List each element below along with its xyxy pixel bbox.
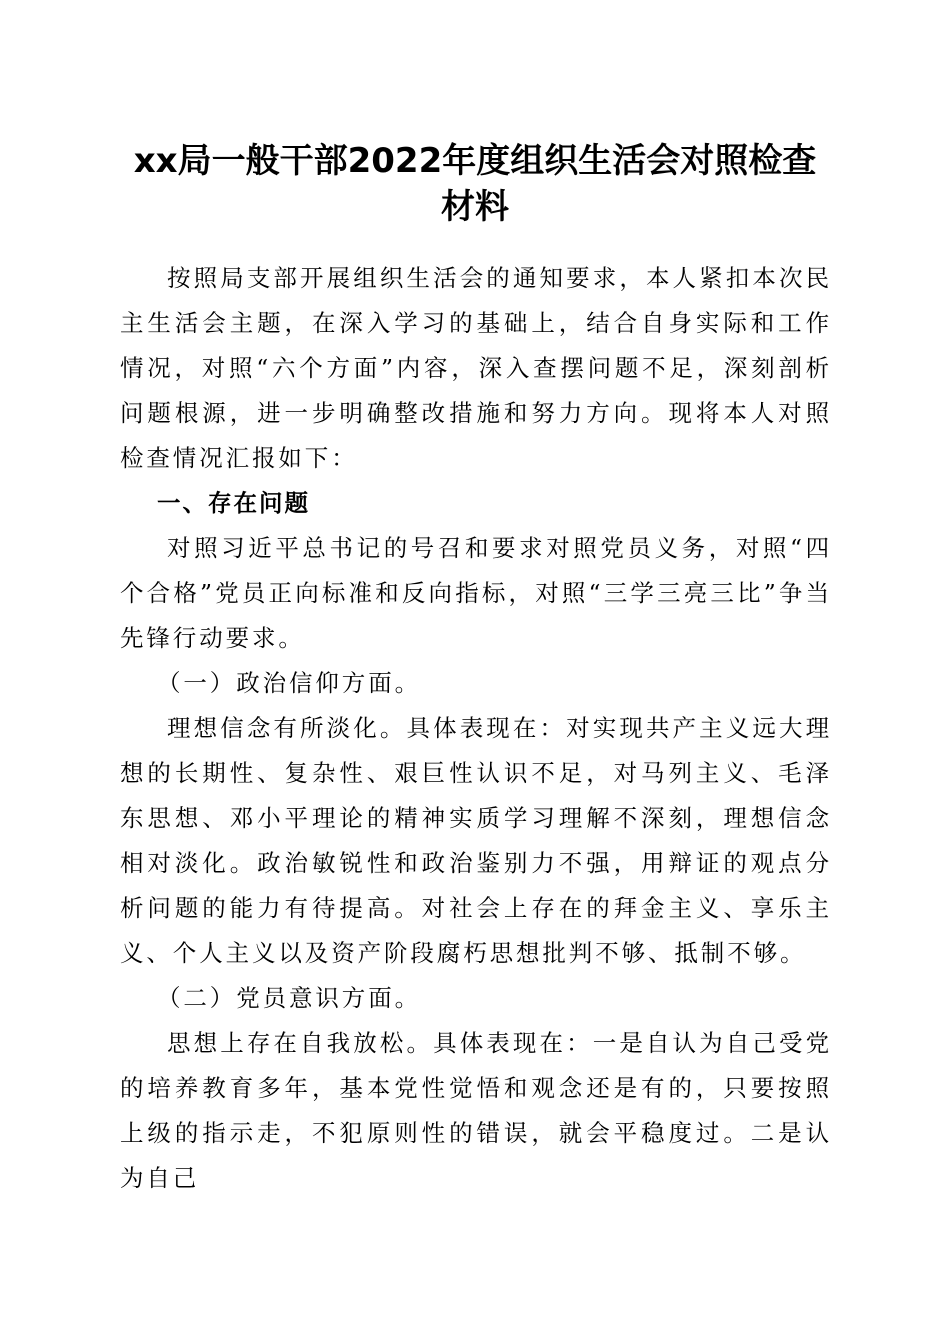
subheading-political-belief: （一）政治信仰方面。 [157,669,421,697]
document-title [110,138,840,230]
document-body [120,256,832,1201]
section-intro-paragraph: 对照习近平总书记的号召和要求对照党员义务，对照“四个合格”党员正向标准和反向指标，对照“三学三亮三比”争当先锋行动要求。 [120,534,832,652]
title-line-1: xx局一般干部2022年度组织生活会对照检查 [133,141,817,181]
subheading-party-awareness: （二）党员意识方面。 [157,984,421,1012]
party-awareness-paragraph: 思想上存在自我放松。具体表现在：一是自认为自己受党的培养教育多年，基本党性觉悟和观念还是有的，只要按照上级的指示走，不犯原则性的错误，就会平稳度过。二是认为自己 [120,1029,832,1192]
section-heading-problems: 一、存在问题 [157,489,310,517]
political-belief-paragraph: 理想信念有所淡化。具体表现在：对实现共产主义远大理想的长期性、复杂性、艰巨性认识不足，对马列主义、毛泽东思想、邓小平理论的精神实质学习理解不深刻，理想信念相对淡化。政治敏锐性和政治鉴别力不强，用辩证的观点分析问题的能力有待提高。对社会上存在的拜金主义、享乐主义、个人主义以及资产阶段腐朽思想批判不够、抵制不够。 [120,714,832,967]
intro-paragraph: 按照局支部开展组织生活会的通知要求，本人紧扣本次民主生活会主题，在深入学习的基础上，结合自身实际和工作情况，对照“六个方面”内容，深入查摆问题不足，深刻剖析问题根源，进一步明确整改措施和努力方向。现将本人对照检查情况汇报如下： [120,264,832,472]
title-line-2: 材料 [441,187,509,227]
